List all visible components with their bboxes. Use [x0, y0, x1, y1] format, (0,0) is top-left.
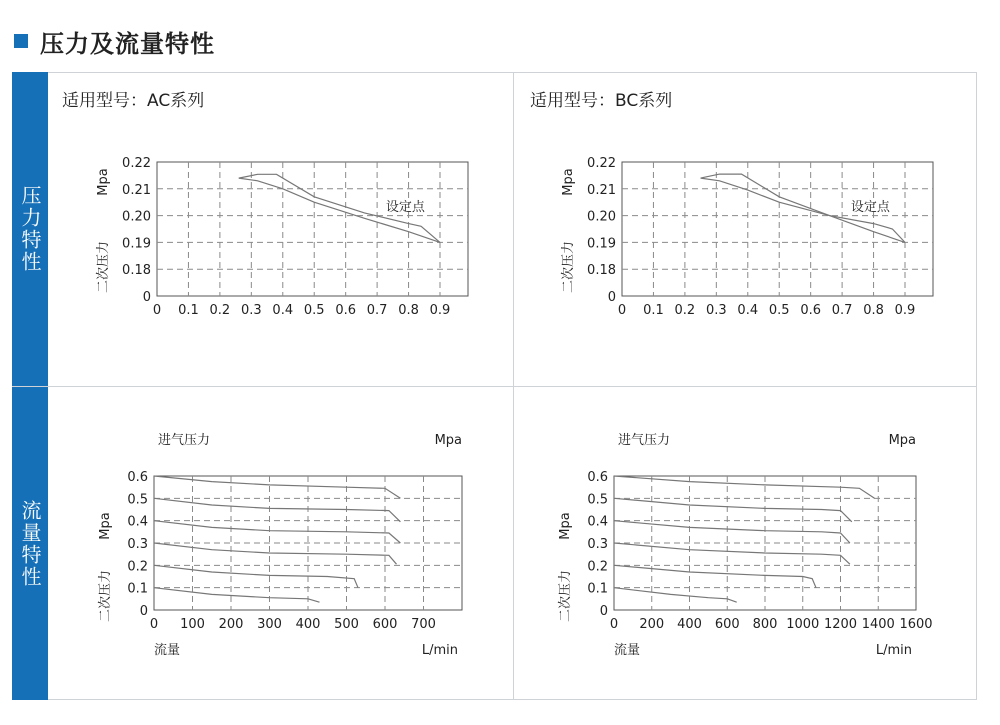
f2-x-axis-unit: L/min: [875, 643, 912, 658]
f1-series-line: [154, 521, 400, 543]
p1-x-tick-label: 0.6: [335, 303, 357, 318]
pressure-band-label: 压力特性: [18, 185, 42, 273]
p1-x-tick-label: 0.5: [303, 303, 325, 318]
p1-x-tick-label: 0.9: [429, 303, 451, 318]
f2-y-tick-label: 0.6: [587, 470, 608, 485]
f1-series-line: [154, 476, 400, 498]
f2-y-axis-unit: Mpa: [558, 512, 573, 540]
f1-y-tick-label: 0.2: [127, 559, 148, 575]
p2-y-tick-label: 0.21: [587, 182, 616, 198]
p2-x-tick-label: 0.9: [894, 303, 916, 318]
f2-x-tick-label: 1200: [823, 617, 858, 632]
f1-y-tick-label: 0: [139, 604, 148, 619]
p1-y-tick-label: 0.22: [122, 156, 151, 171]
f2-inlet-unit-label: Mpa: [888, 433, 916, 448]
f2-x-tick-label: 1000: [786, 617, 820, 632]
f2-y-tick-label: 0.1: [587, 581, 608, 597]
p2-plot-frame: [622, 162, 933, 296]
p1-x-tick-label: 0.1: [178, 303, 199, 318]
f1-x-axis-name: 流量: [154, 643, 181, 658]
p2-y-tick-label: 0: [607, 290, 616, 305]
f1-y-tick-label: 0.6: [127, 470, 148, 485]
p2-y-axis-unit: Mpa: [561, 168, 576, 196]
p2-y-tick-label: 0.18: [587, 263, 616, 279]
p2-setpoint-annotation: 设定点: [850, 200, 890, 216]
section-title: 压力及流量特性: [40, 29, 215, 58]
f2-x-tick-label: 600: [714, 617, 740, 632]
f1-x-tick-label: 200: [218, 617, 244, 632]
f2-x-axis-name: 流量: [614, 643, 641, 658]
p2-x-tick-label: 0.5: [768, 303, 790, 318]
f2-y-tick-label: 0: [599, 604, 608, 619]
f1-y-tick-label: 0.5: [127, 492, 148, 508]
f1-series-line: [154, 543, 397, 564]
f1-x-tick-label: 600: [372, 617, 398, 632]
f1-series-line: [154, 565, 358, 587]
f1-x-tick-label: 300: [257, 617, 282, 632]
p1-y-tick-label: 0: [142, 290, 151, 305]
p1-x-tick-label: 0.4: [272, 303, 294, 318]
f1-y-axis-name: 二次压力: [98, 569, 113, 623]
f2-y-axis-name: 二次压力: [558, 569, 573, 623]
p2-x-tick-label: 0.3: [705, 303, 727, 318]
p1-x-tick-label: 0.8: [398, 303, 419, 318]
p1-plot-frame: [157, 162, 468, 296]
f1-x-tick-label: 700: [411, 617, 436, 632]
p2-y-axis-name: 二次压力: [561, 240, 576, 294]
p1-x-tick-label: 0.2: [209, 303, 231, 318]
f2-y-tick-label: 0.4: [587, 514, 608, 530]
f1-inlet-unit-label: Mpa: [434, 433, 462, 448]
p2-x-tick-label: 0.1: [643, 303, 664, 318]
p1-y-tick-label: 0.19: [122, 236, 151, 252]
f1-y-tick-label: 0.4: [127, 514, 148, 530]
f2-inlet-pressure-label: 进气压力: [618, 433, 671, 448]
subtitle-ac: 适用型号：AC系列: [62, 91, 205, 111]
f2-x-tick-label: 200: [639, 617, 665, 632]
f2-x-tick-label: 0: [609, 617, 619, 632]
f1-x-tick-label: 500: [334, 617, 359, 632]
f2-series-line: [614, 588, 737, 603]
f1-x-tick-label: 100: [180, 617, 205, 632]
f1-series-line: [154, 498, 400, 522]
f2-x-tick-label: 1600: [899, 617, 933, 632]
f2-series-line: [614, 521, 850, 543]
p2-x-tick-label: 0.4: [737, 303, 759, 318]
p1-y-axis-name: 二次压力: [96, 240, 111, 294]
f2-y-tick-label: 0.3: [587, 537, 608, 552]
p1-x-tick-label: 0: [152, 303, 162, 318]
p1-setpoint-annotation: 设定点: [385, 200, 425, 216]
f2-y-tick-label: 0.5: [587, 492, 608, 508]
p2-y-tick-label: 0.22: [587, 156, 616, 171]
f2-x-tick-label: 400: [677, 617, 702, 632]
p1-y-tick-label: 0.21: [122, 182, 151, 198]
f1-series-line: [154, 588, 320, 603]
f2-x-tick-label: 1400: [861, 617, 895, 632]
f2-series-line: [614, 543, 850, 564]
p2-y-tick-label: 0.20: [587, 209, 616, 225]
f2-series-line: [614, 476, 875, 498]
f1-x-tick-label: 0: [149, 617, 159, 632]
p1-y-tick-label: 0.18: [122, 263, 151, 279]
p1-x-tick-label: 0.7: [366, 303, 388, 318]
p1-x-tick-label: 0.3: [240, 303, 262, 318]
p2-x-tick-label: 0.7: [831, 303, 853, 318]
f1-y-tick-label: 0.1: [127, 581, 148, 597]
f1-inlet-pressure-label: 进气压力: [158, 433, 211, 448]
f2-series-line: [614, 565, 816, 587]
f2-x-tick-label: 800: [752, 617, 778, 632]
p2-x-tick-label: 0.2: [674, 303, 696, 318]
p1-y-tick-label: 0.20: [122, 209, 151, 225]
p2-x-tick-label: 0.8: [863, 303, 884, 318]
p2-x-tick-label: 0.6: [800, 303, 822, 318]
f2-series-line: [614, 498, 852, 522]
f1-x-tick-label: 400: [295, 617, 321, 632]
f1-y-axis-unit: Mpa: [98, 512, 113, 540]
f1-x-axis-unit: L/min: [421, 643, 458, 658]
p2-y-tick-label: 0.19: [587, 236, 616, 252]
p1-y-axis-unit: Mpa: [96, 168, 111, 196]
f2-y-tick-label: 0.2: [587, 559, 608, 575]
subtitle-bc: 适用型号：BC系列: [530, 91, 673, 111]
flow-band-label: 流量特性: [18, 499, 42, 588]
p2-x-tick-label: 0: [617, 303, 627, 318]
f1-y-tick-label: 0.3: [127, 537, 148, 552]
